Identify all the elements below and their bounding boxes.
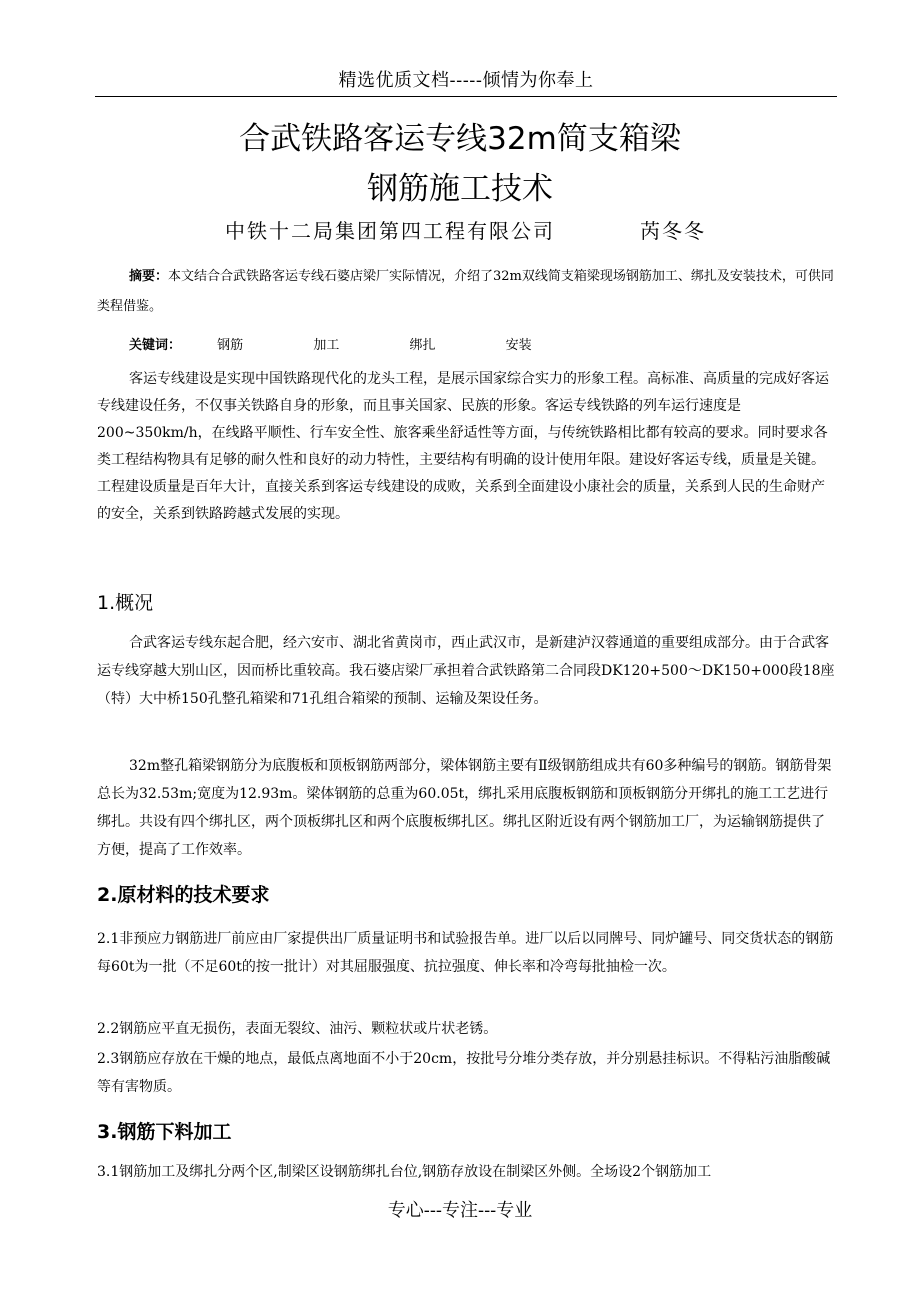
- section-1-paragraph-1: 合武客运专线东起合肥，经六安市、湖北省黄岗市，西止武汉市，是新建泸汉蓉通道的重要组成部分。由于合武客运专线穿越大别山区，因而桥比重较高。我石婆店梁厂承担着合武铁路第二合同段DK120+500～DK150+000段18座（特）大中桥150孔整孔箱梁和71孔组合箱梁的预制、运输及架设任务。: [97, 635, 835, 707]
- section-2-item-1: 2.1非预应力钢筋进厂前应由厂家提供出厂质量证明书和试验报告单。进厂以后以同牌号、同炉罐号、同交货状态的钢筋每60t为一批（不足60t的按一批计）对其屈服强度、抗拉强度、伸长率和冷弯每批抽检一次。: [97, 931, 834, 975]
- header-divider: [95, 96, 837, 97]
- section-2-item-2: 2.2钢筋应平直无损伤，表面无裂纹、油污、颗粒状或片状老锈。: [97, 1021, 498, 1037]
- section-2-item-3: 2.3钢筋应存放在干燥的地点，最低点离地面不小于20cm，按批号分堆分类存放，并分别悬挂标识。不得粘污油脂酸碱等有害物质。: [97, 1051, 831, 1095]
- keywords-label: 关键词：: [129, 338, 182, 353]
- abstract-label: 摘要：: [129, 269, 169, 284]
- keyword: 钢筋: [217, 338, 244, 353]
- section-3-item-1: 3.1钢筋加工及绑扎分两个区,制梁区设钢筋绑扎台位,钢筋存放设在制梁区外侧。全场设2个钢筋加工: [97, 1164, 712, 1180]
- section-3-heading: 3.钢筋下料加工: [97, 1121, 232, 1143]
- page-footer: 专心---专注---专业: [387, 1200, 533, 1221]
- intro-paragraph: 客运专线建设是实现中国铁路现代化的龙头工程，是展示国家综合实力的形象工程。高标准、高质量的完成好客运专线建设任务，不仅事关铁路自身的形象，而且事关国家、民族的形象。客运专线铁路的列车运行速度是200~350km/h，在线路平顺性、行车安全性、旅客乘坐舒适性等方面，与传统铁路相比都有较高的要求。同时要求各类工程结构物具有足够的耐久性和良好的动力特性，主要结构有明确的设计使用年限。建设好客运专线，质量是关键。工程建设质量是百年大计，直接关系到客运专线建设的成败，关系到全面建设小康社会的质量，关系到人民的生命财产的安全，关系到铁路跨越式发展的实现。: [97, 371, 829, 522]
- page-header: 精选优质文档-----倾情为你奉上: [338, 70, 594, 91]
- section-1-heading: 1.概况: [97, 592, 154, 614]
- abstract: [97, 262, 837, 322]
- keyword: 加工: [313, 338, 340, 353]
- organization: 中铁十二局集团第四工程有限公司: [225, 219, 555, 243]
- keywords: [97, 331, 837, 361]
- abstract-text: 本文结合合武铁路客运专线石婆店梁厂实际情况，介绍了32m双线简支箱梁现场钢筋加工、绑扎及安装技术，可供同类程借鉴。: [97, 269, 834, 314]
- author: 芮冬冬: [640, 219, 706, 243]
- section-1-paragraph-2: 32m整孔箱梁钢筋分为底腹板和顶板钢筋两部分，梁体钢筋主要有Ⅱ级钢筋组成共有60多种编号的钢筋。钢筋骨架总长为32.53m;宽度为12.93m。梁体钢筋的总重为60.05t，绑扎采用底腹板钢筋和顶板钢筋分开绑扎的施工工艺进行绑扎。共设有四个绑扎区，两个顶板绑扎区和两个底腹板绑扎区。绑扎区附近设有两个钢筋加工厂，为运输钢筋提供了方便，提高了工作效率。: [97, 758, 832, 858]
- keyword: 绑扎: [409, 338, 436, 353]
- title-line-1: 合武铁路客运专线32m简支箱梁: [239, 121, 681, 157]
- title-line-2: 钢筋施工技术: [367, 171, 553, 207]
- keyword: 安装: [505, 338, 532, 353]
- section-2-heading: 2.原材料的技术要求: [97, 884, 270, 906]
